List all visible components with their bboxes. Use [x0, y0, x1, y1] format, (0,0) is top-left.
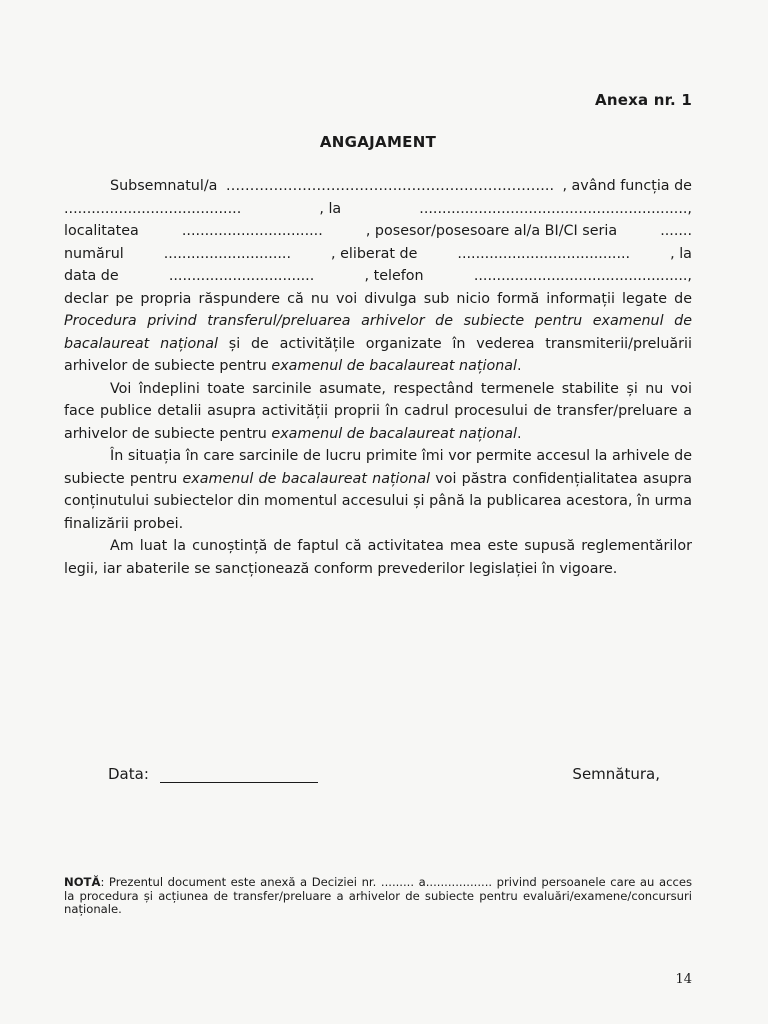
- date-label: Data:: [108, 765, 149, 783]
- declaration-text: declar pe propria răspundere că nu voi divulga sub nicio formă informații legate de: [64, 290, 692, 307]
- exam-name: examenul de bacalaureat național: [182, 470, 431, 487]
- signature-label: Semnătura,: [572, 765, 660, 783]
- footnote: [64, 876, 692, 917]
- declaration-text-cont: și de activitățile organizate în vederea transmiterii/preluării arhivelor de subiecte pentru: [64, 335, 693, 374]
- id-number-blank: ............................: [163, 245, 291, 262]
- paragraph-confidentiality: [64, 445, 692, 535]
- function-blank: .......................................: [64, 200, 242, 217]
- locality-label: localitatea: [64, 223, 139, 239]
- issue-date-blank: ................................: [168, 268, 315, 284]
- id-number-label: numărul: [64, 245, 124, 262]
- exam-name: examenul de bacalaureat național: [271, 425, 517, 442]
- date-blank-line: [160, 782, 318, 783]
- paragraph-tasks: [64, 378, 692, 446]
- note-text: : Prezentul document este anexă a Deciziei nr. ......... a.................. privind persoanele care au acces la procedura și acțiunea de transfer/preluare a arhivelor de subiecte pentru evaluări/examene/concursuri naționale.: [64, 875, 692, 916]
- form-line-name: [64, 175, 692, 198]
- page-number: 14: [675, 972, 692, 987]
- locality-blank: ...............................: [181, 223, 323, 239]
- name-label: Subsemnatul/a: [110, 178, 218, 194]
- note-label: NOTĂ: [64, 875, 101, 889]
- name-blank: ……………………………….…………………………..: [225, 178, 555, 194]
- declaration-end: .: [517, 358, 522, 374]
- issue-date-label: data de: [64, 268, 119, 284]
- form-line-locality: [64, 220, 692, 243]
- legal-text: Am luat la cunoștință de faptul că activitatea mea este supusă reglementărilor legii, iar abaterile se sancționează conform prevederilor legislației în vigoare.: [64, 538, 692, 577]
- paragraph-declaration: [64, 288, 692, 378]
- confidentiality-text-cont: voi păstra confidențialitatea asupra conținutului subiectelor din momentul accesului și până la publicarea acestora, în urma finalizării probei.: [64, 470, 693, 532]
- tasks-text: Voi îndeplini toate sarcinile asumate, respectând termenele stabilite și nu voi face publice detalii asupra activității proprii în cadrul procesului de transfer/preluare a arhivelor de subiecte pentru: [64, 380, 692, 442]
- procedure-title: Procedura privind transferul/preluarea arhivelor de subiecte pentru examenul de bacalaureat național: [64, 313, 692, 352]
- form-line-function: [64, 198, 692, 221]
- document-title: ANGAJAMENT: [319, 133, 437, 151]
- function-label: , având funcția de: [562, 178, 692, 194]
- id-series-blank: .......: [660, 223, 692, 239]
- phone-blank: ...............................................,: [473, 268, 692, 284]
- tasks-end: .: [517, 425, 522, 442]
- exam-name: examenul de bacalaureat național: [271, 358, 517, 374]
- form-line-date: [64, 265, 692, 288]
- issued-by-label: , eliberat de: [331, 245, 418, 262]
- annex-number: Anexa nr. 1: [595, 91, 692, 109]
- document-body: [64, 175, 692, 580]
- workplace-blank: ...........................................................,: [419, 200, 692, 217]
- id-series-label: , posesor/posesoare al/a BI/CI seria: [365, 223, 618, 239]
- paragraph-legal: [64, 535, 692, 580]
- workplace-label: , la: [319, 200, 342, 217]
- issued-by-blank: ......................................: [457, 245, 631, 262]
- phone-label: , telefon: [364, 268, 424, 284]
- form-line-number: [64, 243, 692, 266]
- issued-at-label: , la: [670, 245, 692, 262]
- confidentiality-text: În situația în care sarcinile de lucru primite îmi vor permite accesul la arhivele de subiecte pentru: [64, 448, 692, 487]
